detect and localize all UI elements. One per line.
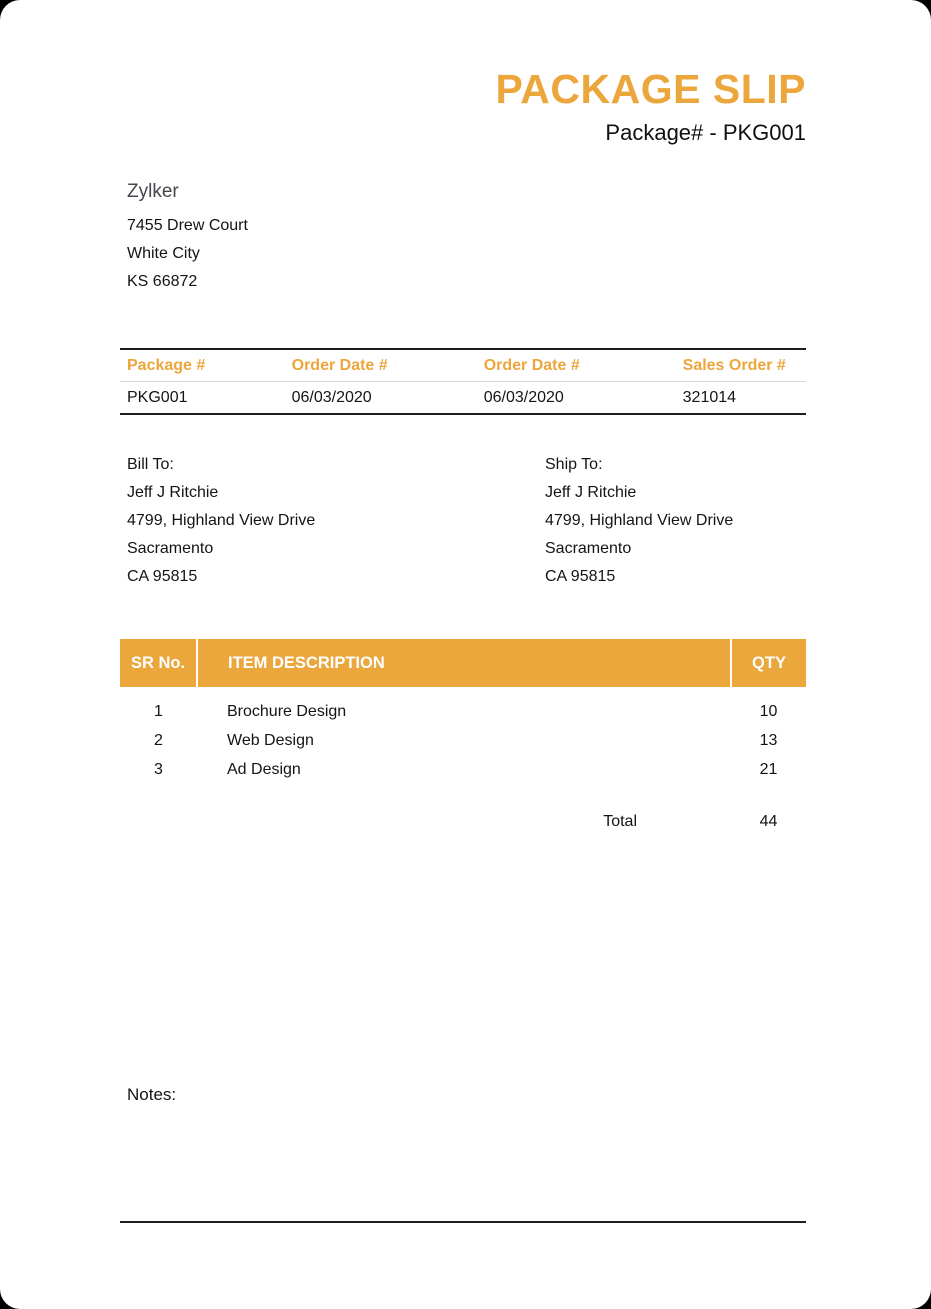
items-table	[120, 639, 806, 784]
footer-divider	[120, 1221, 806, 1223]
bill-to-line: Sacramento	[127, 540, 214, 558]
items-header-qty: QTY	[731, 639, 806, 687]
company-address-line: 7455 Drew Court	[127, 217, 248, 235]
bill-to-line: CA 95815	[127, 568, 198, 586]
notes-label: Notes:	[127, 1085, 177, 1104]
ship-to-line: Jeff J Ritchie	[545, 484, 637, 502]
ship-to-block	[538, 451, 806, 591]
item-sr-no: 3	[154, 761, 163, 779]
bill-to-block	[120, 451, 538, 591]
ship-to-line: Sacramento	[545, 540, 632, 558]
table-row	[120, 687, 806, 726]
info-value-order-date-1: 06/03/2020	[291, 389, 372, 407]
bill-to-line: Jeff J Ritchie	[127, 484, 219, 502]
addresses-section	[120, 451, 806, 591]
total-row	[120, 812, 806, 832]
bill-to-line: 4799, Highland View Drive	[127, 512, 316, 530]
info-header-package: Package #	[127, 357, 206, 375]
info-header-order-date-1: Order Date #	[291, 357, 388, 375]
total-qty-value: 44	[759, 813, 778, 831]
bill-to-label: Bill To:	[127, 456, 174, 474]
total-label: Total	[603, 813, 637, 831]
document-title: PACKAGE SLIP	[495, 66, 806, 112]
info-header-sales-order: Sales Order #	[682, 357, 786, 375]
item-description: Brochure Design	[227, 703, 347, 721]
company-address-line: KS 66872	[127, 273, 198, 291]
company-address-line: White City	[127, 245, 200, 263]
item-qty: 10	[759, 703, 778, 721]
package-info-table	[120, 348, 806, 415]
items-header-sr-no: SR No.	[120, 639, 197, 687]
info-value-package: PKG001	[127, 389, 188, 407]
item-qty: 13	[759, 732, 778, 750]
total-spacer	[120, 812, 197, 832]
table-row	[120, 726, 806, 755]
company-name: Zylker	[127, 181, 179, 203]
info-value-sales-order: 321014	[682, 389, 737, 407]
table-row	[120, 755, 806, 784]
item-qty: 21	[759, 761, 778, 779]
item-description: Web Design	[227, 732, 314, 750]
ship-to-label: Ship To:	[545, 456, 603, 474]
info-value-row	[120, 382, 806, 415]
ship-to-line: CA 95815	[545, 568, 616, 586]
info-header-row	[120, 349, 806, 382]
item-sr-no: 2	[154, 732, 163, 750]
info-header-order-date-2: Order Date #	[483, 357, 580, 375]
item-sr-no: 1	[154, 703, 163, 721]
item-description: Ad Design	[227, 761, 301, 779]
ship-to-line: 4799, Highland View Drive	[545, 512, 734, 530]
company-block	[120, 180, 806, 296]
info-value-order-date-2: 06/03/2020	[483, 389, 564, 407]
package-number: Package# - PKG001	[605, 120, 806, 146]
items-header-description: ITEM DESCRIPTION	[197, 639, 731, 687]
items-header-row	[120, 639, 806, 687]
